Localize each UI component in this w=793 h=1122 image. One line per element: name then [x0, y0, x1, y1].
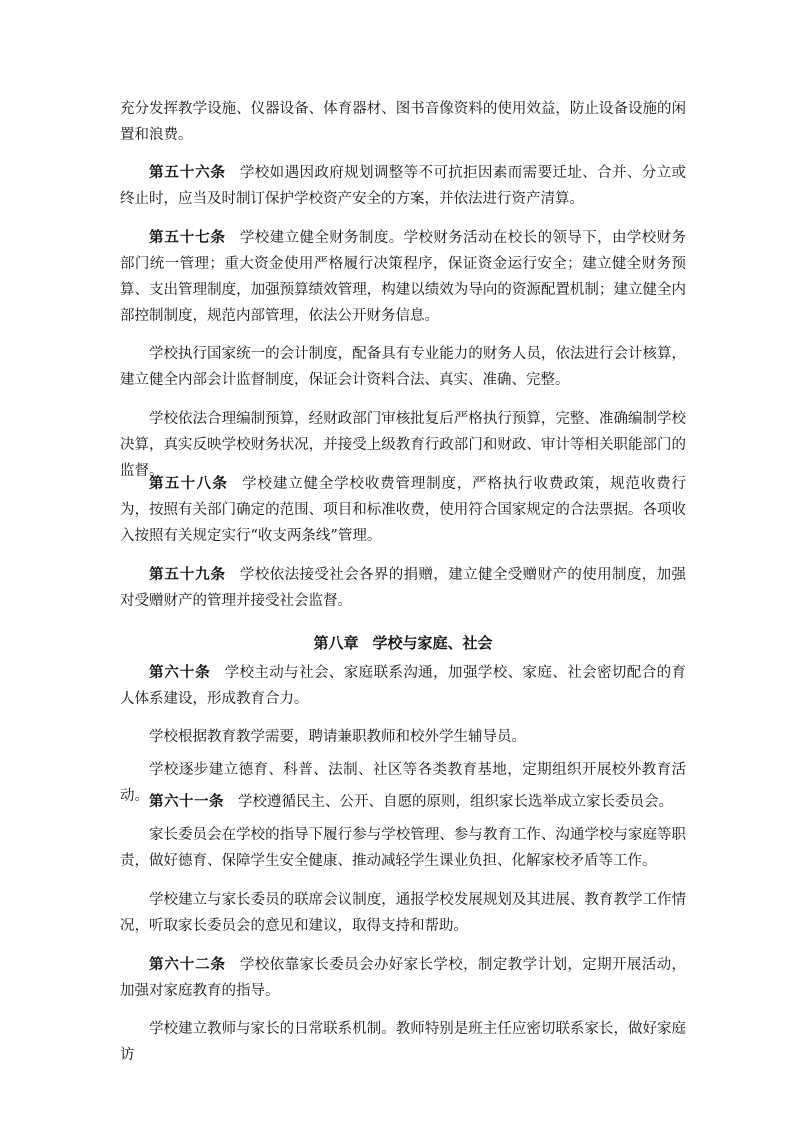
article-number: 第六十二条	[149, 956, 226, 973]
article-number: 第六十一条	[149, 793, 224, 810]
article-text: 学校依靠家长委员会办好家长学校，制定教学计划，定期开展活动，加强对家庭教育的指导。	[120, 957, 687, 999]
article-56	[120, 160, 686, 212]
paragraph-text: 学校依法合理编制预算，经财政部门审核批复后严格执行预算，完整、准确编制学校决算，真实反映学校财务状况，并接受上级教育行政部门和财政、审计等相关职能部门的监督。	[120, 411, 686, 479]
paragraph-text: 充分发挥教学设施、仪器设备、体育器材、图书音像资料的使用效益，防止设备设施的闲置和浪费。	[120, 101, 686, 143]
paragraph-joint-meeting	[120, 887, 686, 939]
article-text: 学校如遇因政府规划调整等不可抗拒因素而需要迁址、合并、分立或终止时，应当及时制订保护学校资产安全的方案，并依法进行资产清算。	[120, 165, 687, 207]
paragraph-parent-committee-duties	[120, 822, 686, 874]
paragraph-part-time-teachers	[120, 724, 686, 750]
article-number: 第五十七条	[149, 229, 226, 246]
chapter-number: 第八章	[313, 634, 359, 652]
paragraph-text: 学校建立教师与家长的日常联系机制。教师特别是班主任应密切联系家长，做好家庭访	[120, 1021, 686, 1063]
paragraph-accounting	[120, 341, 686, 393]
article-58	[120, 471, 686, 549]
paragraph-text: 家长委员会在学校的指导下履行参与学校管理、参与教育工作、沟通学校与家庭等职责，做好德育、保障学生安全健康、推动减轻学生课业负担、化解家校矛盾等工作。	[120, 827, 686, 869]
chapter-heading	[120, 630, 686, 656]
paragraph-text: 学校逐步建立德育、科普、法制、社区等各类教育基地，定期组织开展校外教育活动。	[120, 762, 686, 804]
chapter-title: 学校与家庭、社会	[372, 634, 493, 652]
article-57	[120, 225, 686, 329]
article-61	[120, 789, 686, 815]
article-62	[120, 952, 686, 1004]
article-number: 第六十条	[149, 664, 211, 681]
paragraph-text: 学校执行国家统一的会计制度，配备具有专业能力的财务人员，依法进行会计核算，建立健全内部会计监督制度，保证会计资料合法、真实、准确、完整。	[120, 346, 686, 388]
article-text: 学校建立健全学校收费管理制度，严格执行收费政策，规范收费行为，按照有关部门确定的范围、项目和标准收费，使用符合国家规定的合法票据。各项收入按照有关规定实行“收支两条线”管理。	[120, 476, 687, 544]
article-number: 第五十八条	[149, 475, 229, 492]
paragraph-teacher-parent-contact	[120, 1016, 686, 1068]
article-text: 学校建立健全财务制度。学校财务活动在校长的领导下，由学校财务部门统一管理；重大资金使用严格履行决策程序，保证资金运行安全；建立健全财务预算、支出管理制度，加强预算绩效管理，构建以绩效为导向的资源配置机制；建立健全内部控制制度，规范内部管理，依法公开财务信息。	[120, 230, 687, 324]
paragraph-text: 学校建立与家长委员的联席会议制度，通报学校发展规划及其进展、教育教学工作情况，听取家长委员会的意见和建议，取得支持和帮助。	[120, 892, 686, 934]
article-60	[120, 660, 686, 712]
paragraph-equipment-use	[120, 96, 686, 148]
article-59	[120, 562, 686, 614]
article-text: 学校主动与社会、家庭联系沟通，加强学校、家庭、社会密切配合的育人体系建设，形成教育合力。	[120, 665, 687, 707]
article-number: 第五十六条	[149, 164, 226, 181]
article-number: 第五十九条	[149, 566, 226, 583]
article-text: 学校依法接受社会各界的捐赠，建立健全受赠财产的使用制度，加强对受赠财产的管理并接受社会监督。	[120, 567, 687, 609]
article-text: 学校遵循民主、公开、自愿的原则，组织家长选举成立家长委员会。	[238, 794, 673, 810]
paragraph-text: 学校根据教育教学需要，聘请兼职教师和校外学生辅导员。	[149, 729, 526, 745]
